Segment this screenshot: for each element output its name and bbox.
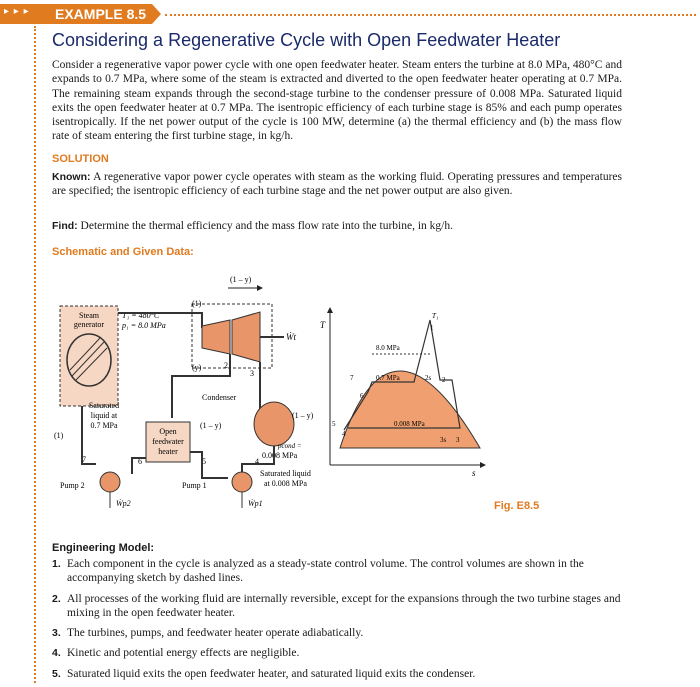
wp1-label: Ẇp1	[248, 499, 263, 508]
sat-liquid-07-1: Saturated	[88, 401, 120, 410]
cycle-schematic	[52, 268, 332, 514]
find-text: Determine the thermal efficiency and the mass flow rate into the turbine, in kg/h.	[80, 220, 453, 232]
n2-label: 2	[442, 376, 446, 384]
state1-label: (1)	[192, 299, 202, 308]
list-item-number: 2.	[52, 592, 61, 605]
find-label: Find:	[52, 220, 78, 232]
t1-label: T₁ = 480°C	[122, 311, 160, 320]
known-text: A regenerative vapor power cycle operates with steam as the working fluid. Operating pressures and temperatures are specified; the isentropic efficiency of each turbine stage and the net power output are also given.	[52, 171, 622, 198]
solution-heading: SOLUTION	[52, 153, 109, 165]
list-item-number: 4.	[52, 647, 61, 660]
n1-label: 1	[430, 324, 434, 332]
example-header	[0, 2, 700, 24]
state6-label: 6	[138, 457, 142, 466]
known-paragraph	[52, 170, 622, 199]
schematic-heading: Schematic and Given Data:	[52, 246, 194, 258]
pump2-label: Pump 2	[60, 481, 85, 490]
y-label: (y)	[192, 363, 202, 372]
list-item-text: Saturated liquid exits the open feedwater heater, and saturated liquid exits the condenser.	[67, 667, 476, 680]
condenser-body	[254, 402, 294, 446]
p1-label: p₁ = 8.0 MPa	[122, 321, 166, 330]
state1-left-label: (1)	[54, 431, 64, 440]
engineering-model-heading: Engineering Model:	[52, 542, 155, 554]
wt-label: Ẇt	[286, 332, 296, 342]
list-item-text: Kinetic and potential energy effects are negligible.	[67, 647, 300, 660]
n3-label: 3	[456, 436, 460, 444]
figure-label: Fig. E8.5	[494, 500, 540, 512]
list-item-number: 3.	[52, 627, 61, 640]
state7-label: 7	[82, 455, 86, 464]
ts-diagram	[320, 300, 490, 480]
condenser-label: Condenser	[202, 393, 237, 402]
sat-liquid-07-3: 0.7 MPa	[90, 421, 118, 430]
pump-2	[100, 472, 120, 492]
ofwh-label-2: feedwater	[152, 437, 184, 446]
list-item	[52, 626, 632, 640]
sat-liquid-07-2: liquid at	[90, 411, 118, 420]
list-item	[52, 557, 632, 586]
steam-generator-label-2: generator	[73, 320, 105, 329]
ofwh-label-1: Open	[159, 427, 177, 436]
state5-label: 5	[202, 457, 206, 466]
steam-generator-label-1: Steam	[79, 311, 99, 320]
n4-label: 4	[342, 430, 346, 438]
left-dotted-rule	[34, 26, 36, 683]
state2-label: 2	[224, 361, 228, 370]
tab-arrow-tip	[152, 4, 161, 24]
n6-label: 6	[360, 392, 364, 400]
list-item	[52, 667, 632, 681]
turbine-to-condenser-pipe	[260, 362, 264, 408]
one-minus-y-top: (1 – y)	[230, 275, 252, 284]
sat-liquid-0008-1: Saturated liquid	[260, 469, 311, 478]
p-low-label: 0.008 MPa	[394, 420, 425, 428]
p-mid-label: 0.7 MPa	[376, 374, 400, 382]
t1-ts-label: T₁	[432, 312, 439, 320]
one-minus-y-mid: (1 – y)	[200, 421, 222, 430]
example-label: EXAMPLE 8.5	[55, 6, 147, 22]
pump1-label: Pump 1	[182, 481, 207, 490]
state3-label: 3	[250, 369, 254, 378]
triple-arrow-icon: ▸ ▸ ▸	[4, 6, 30, 17]
find-paragraph	[52, 219, 622, 233]
ofwh-label-3: heater	[158, 447, 178, 456]
s-axis-label: s	[472, 468, 476, 478]
sat-liquid-0008-2: at 0.008 MPa	[264, 479, 307, 488]
one-minus-y-right: (1 – y)	[292, 411, 314, 420]
pcond-value: 0.008 MPa	[262, 451, 298, 460]
header-dotted-rule	[165, 14, 696, 16]
problem-statement: Consider a regenerative vapor power cycle with one open feedwater heater. Steam enters the turbine at 8.0 MPa, 480°C and expands to 0.7 MPa, where some of the steam is extracted and diverted to the open feedwater heater operating at 0.7 MPa. The remaining steam expands through the second-stage turbine to the condenser pressure of 0.008 MPa. Saturated liquid exits the open feedwater heater at 0.7 MPa. The isentropic efficiency of each turbine stage is 85% and each pump operates isentropically. If the net power output of the cycle is 100 MW, determine (a) the thermal efficiency and (b) the mass flow rate of steam entering the first turbine stage, in kg/h.	[52, 59, 622, 143]
list-item-number: 1.	[52, 558, 61, 570]
s2s-label: 2s	[425, 374, 432, 382]
n7-label: 7	[350, 374, 354, 382]
list-item-number: 5.	[52, 667, 61, 680]
list-item	[52, 592, 632, 621]
list-item-text: All processes of the working fluid are internally reversible, except for the expansions through the two turbine stages and mixing in the open feedwater heater.	[67, 592, 621, 619]
example-title: Considering a Regenerative Cycle with Open Feedwater Heater	[52, 30, 561, 50]
turbine-stage-2	[232, 312, 260, 362]
n5-label: 5	[332, 420, 336, 428]
engineering-model-list	[52, 557, 632, 687]
list-item	[52, 646, 632, 660]
s3s-label: 3s	[440, 436, 447, 444]
pcond-label: pcond =	[278, 442, 302, 450]
wp2-label: Ẇp2	[116, 499, 131, 508]
pump-1	[232, 472, 252, 492]
list-item-text: Each component in the cycle is analyzed as a steady-state control volume. The control volumes are shown in the accompanying sketch by dashed lines.	[67, 558, 584, 585]
list-item-text: The turbines, pumps, and feedwater heater operate adiabatically.	[67, 627, 364, 640]
turbine-stage-1	[202, 320, 230, 354]
pump1-to-ofwh-pipe	[190, 452, 228, 478]
state4-label: 4	[255, 457, 259, 466]
t-axis-label: T	[320, 320, 326, 330]
p-high-label: 8.0 MPa	[376, 344, 400, 352]
known-label: Known:	[52, 171, 91, 183]
